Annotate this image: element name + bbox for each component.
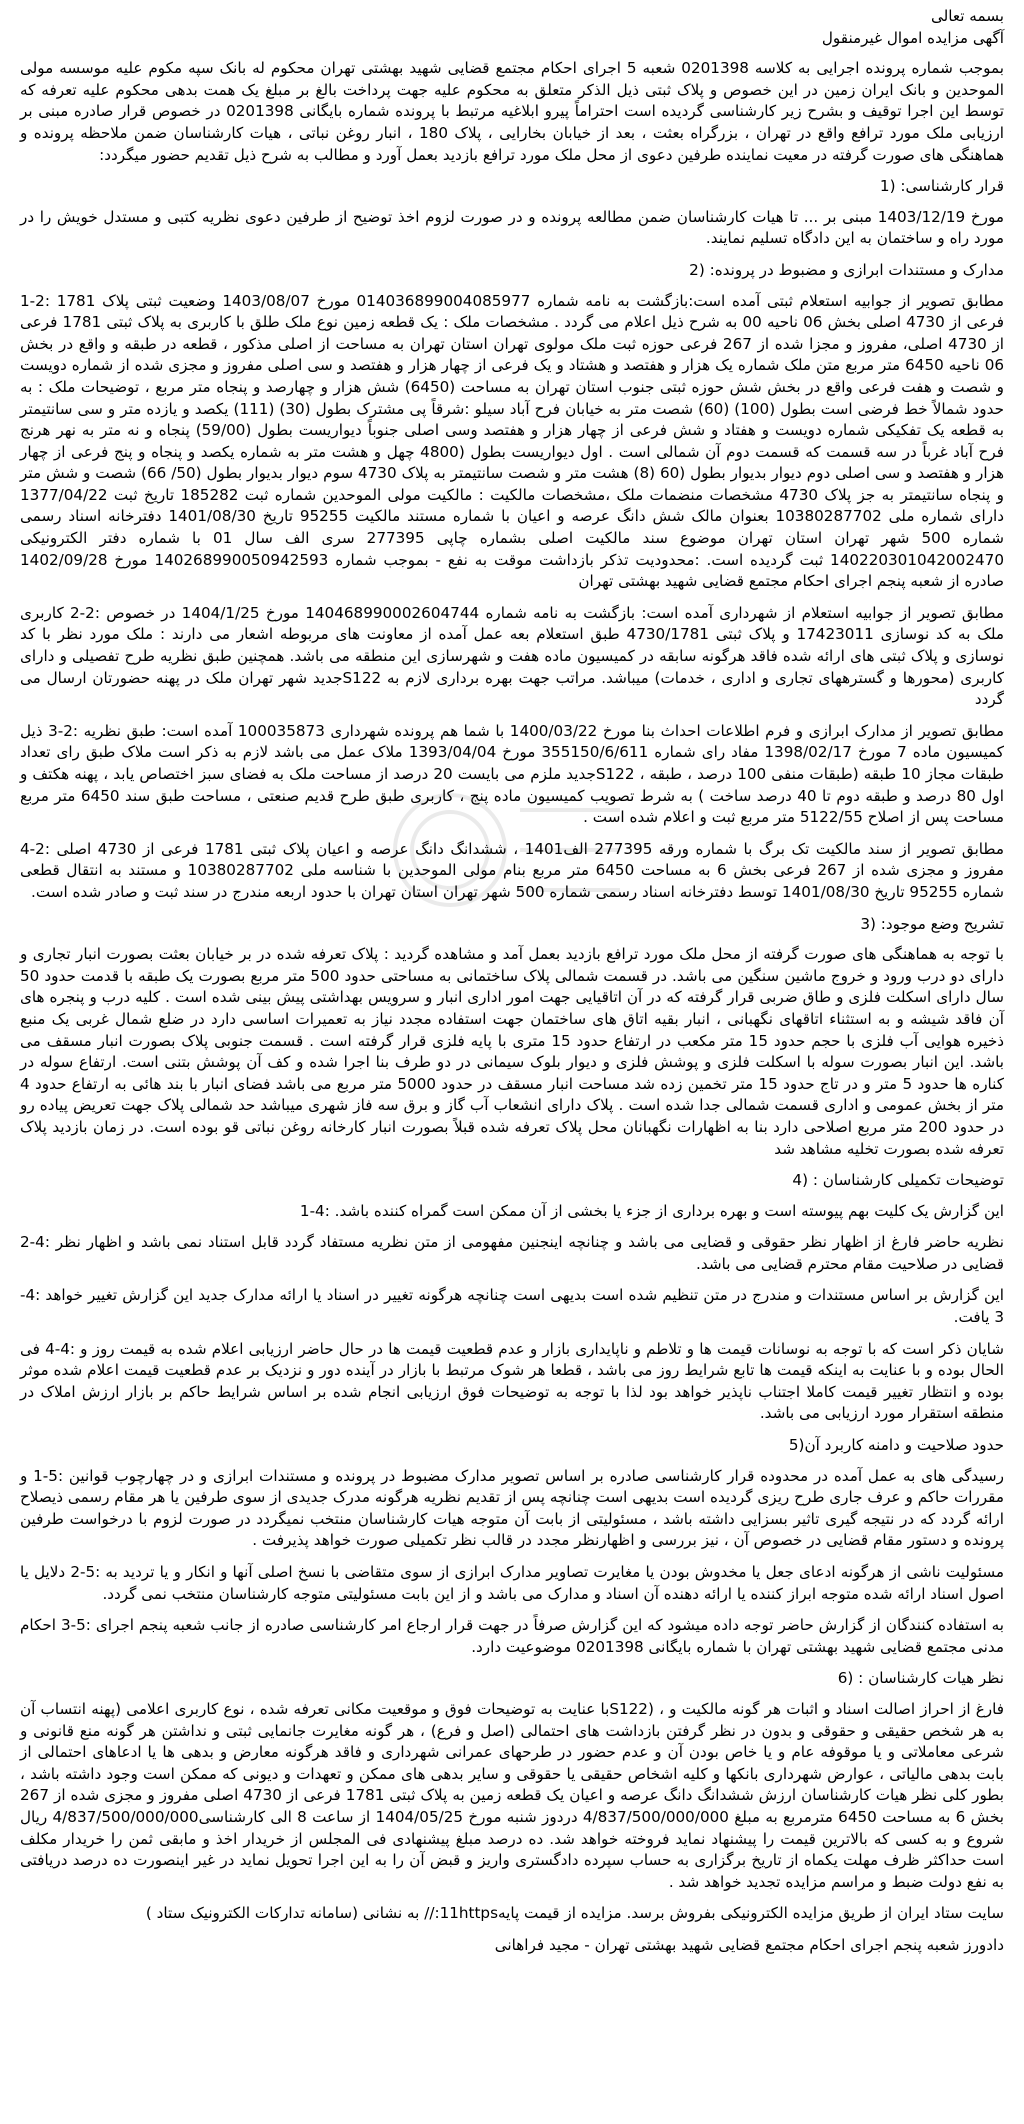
- signature-line: دادورز شعبه پنجم اجرای احکام مجتمع قضایی شهید بهشتی تهران - مجید فراهانی: [494, 1935, 1004, 1954]
- section-6-auction-site-line: سایت ستاد ایران از طریق مزایده الکترونیکی بفروش برسد. مزایده از قیمت پایه11https:// به نشانی (سامانه تدارکات الکترونیک ستاد ): [145, 1904, 1004, 1923]
- section-5-1-paragraph: رسیدگی های به عمل آمده در محدوده قرار کارشناسی صادره بر اساس تصویر مدارک مضبوط در پرونده و مستندات ابرازی و در چهارچوب قوانین :5-1 و مقررات حاکم و عرف جاری طرح ریزی گردیده است بدیهی است چنانچه پس از تقدیم نظریه هرگونه مدرک جدیدی از سوی طرفین یا هر مقام رسمی ذیصلاح ارائه گردد که در نتیجه گیری تاثیر بسزایی داشته باشد ، مسئولیتی از بابت آن متوجه هیات کارشناسان منتخب نمیگردد در صورت لزوم با درخواست طرفین پرونده و دستور مقام قضایی در خصوص آن ، نیز بررسی و اظهارنظر مجدد در قالب نظر تکمیلی صورت خواهد پذیرفت .: [20, 1466, 1004, 1550]
- section-2-3-paragraph: مطابق تصویر از مدارک ابرازی و فرم اطلاعات احداث بنا مورخ 1400/03/22 با شما هم پرونده شهرداری 100035873 آمده است: طبق نظریه :2-3 ذیل کمیسیون ماده 7 مورخ 1398/02/17 مفاد رای شماره 355150/6/611 مورخ 1393/04/04 ملاک عمل می باشد لازم به ذکر است ملاک طبق رای تعداد طبقات مجاز 10 طبقه (طبقات منفی 100 درصد ، طبقه ، S122جدید ملزم می بایست 20 درصد از مساحت ملک به فضای سبز اختصاص یابد ، پهنه هکتف و اول 80 درصد و طبقه دوم تا 40 درصد ساخت ) به شرط تصویب کمیسیون ماده پنج ، کاربری طبق طرح قدیم صنعتی ، مساحت طبق سند 6450 متر مربع مساحت پس از اصلاح 5122/55 متر مربع ثبت و اعلام شده است .: [20, 721, 1004, 827]
- section-4-1-paragraph: این گزارش یک کلیت بهم پیوسته است و بهره برداری از جزء یا بخشی از آن ممکن است گمراه کننده باشد. :4-1: [299, 1201, 1004, 1220]
- section-3-body: با توجه به هماهنگی های صورت گرفته از محل ملک مورد ترافع بازدید بعمل آمد و مشاهده گردید : پلاک تعرفه شده در بر خیابان بعثت بصورت انبار تجاری و دارای دو درب ورود و خروج ماشین سنگین می باشد. در قسمت شمالی پلاک ساختمانی به مساحتی حدود 500 متر مربع بصورت یک طبقه با قدمت حدود 50 سال دارای اسکلت فلزی و طاق ضربی قرار گرفته که در آن اتاقیایی جهت امور اداری انبار و سرویس بهداشتی پیش بینی شده است . کلیه درب و پنجره های آن فاقد شیشه و به استثناء اتاقهای نگهبانی ، انبار بقیه اتاق های ساختمان جهت استفاده مجدد نیاز به تعمیرات اساسی دارد در ضلع شمال غربی یک منبع ذخیره هوایی آب فلزی با حجم حدود 15 متر مکعب در ارتفاع حدود 15 متری با پایه فلزی قرار گرفته است . قسمت جنوبی پلاک بصورت انبار مسقف می باشد. این انبار بصورت سوله با اسکلت فلزی و پوشش فلزی و دیوار بلوک سیمانی در دو طرف بنا اجرا شده و کف آن پوشش بتنی است. ارتفاع سوله در کناره ها حدود 5 متر و در تاج حدود 15 متر تخمین زده شد مساحت انبار مسقف در حدود 5000 متر مربع می باشد فضای انبار با بند هائی به ارتفاع حدود 4 متر از بخش عمومی و اداری قسمت شمالی جدا شده است . پلاک دارای انشعاب آب گاز و برق سه فاز شهری میباشد حد شمالی پلاک جهت تعریض پیاده رو در حدود 200 متر مربع اصلاحی دارد بنا به اظهارات نگهبانان محل پلاک تعرفه شده قبلاً بصورت انبار کارخانه روغن نباتی قو بوده است. در زمان بازدید پلاک تعرفه شده بصورت تخلیه مشاهد شد: [20, 945, 1005, 1158]
- section-4-3-paragraph: این گزارش بر اساس مستندات و مندرج در متن تنظیم شده است بدیهی است چنانچه هرگونه تغییر در اسناد یا ارائه مدارک جدید این گزارش تغییر خواهد :4-3 یافت.: [20, 1286, 1004, 1327]
- section-6-heading: نظر هیات کارشناسان : (6: [837, 1669, 1004, 1688]
- bismillah-heading: بسمه تعالی: [931, 7, 1004, 25]
- section-2-4-paragraph: مطابق تصویر از سند مالکیت تک برگ با شماره ورقه 277395 الف1401 ، ششدانگ دانگ عرصه و اعیان پلاک ثبتی 1781 فرعی از 4730 اصلی :2-4 مفروز و مجزی شده از 267 فرعی بخش 6 به مساحت 6450 متر مربع بنام مولی الموحدین با شناسه ملی 10380287702 و مستند به انتقال قطعی شماره 95255 تاریخ 1401/08/30 توسط دفترخانه اسناد رسمی شماره 500 شهر تهران استان تهران با حدود اربعه مندرج در سند ثبت و صادر شده است.: [20, 839, 1005, 901]
- section-1-body: مورخ 1403/12/19 مبنی بر ... تا هیات کارشناسان ضمن مطالعه پرونده و در صورت لزوم اخذ توضیح از طرفین دعوی نظریه کتبی و مستدل خویش را در مورد راه و ساختمان به این دادگاه تسلیم نمایند.: [20, 207, 1004, 248]
- intro-paragraph: بموجب شماره پرونده اجرایی به کلاسه 0201398 شعبه 5 اجرای احکام مجتمع قضایی شهید بهشتی تهران محکوم له بانک سپه مکوم علیه موسسه مولی الموحدین و بانک ایران زمین در این خصوص و پلاک ثبتی ذیل الذکر متعلق به محکوم علیه جهت پرداخت بالغ بر مبلغ یک همت بدهی محکوم علیه تعرفه که توسط این اجرا توقیف و بشرح زیر کارشناسی گردیده است احتراماً پیرو ابلاغیه مرتبط با پرونده شماره بایگانی 0201398 در خصوص قرار صادره مبنی بر ارزیابی ملک مورد ترافع واقع در تهران ، بزرگراه بعثت ، بعد از خیابان بخارایی ، پلاک 180 ، انبار روغن نباتی ، هیات کارشناسان ضمن ملاحظه پرونده و هماهنگی های صورت گرفته در معیت نماینده طرفین دعوی از محل ملک مورد ترافع بازدید بعمل آورد و مطالب به شرح ذیل تقدیم حضور میگردد:: [20, 59, 1005, 164]
- section-4-4-paragraph: شایان ذکر است که با توجه به نوسانات قیمت ها و تلاطم و ناپایداری بازار و عدم قطعیت قیمت ها در حال حاضر ارزیابی اعلام شده به قیمت روز و :4-4 فی الحال بوده و با عنایت به اینکه قیمت ها تابع شرایط روز می باشد ، قطعا هر شوک مرتبط با بازار در آینده دور و نزدیک بر عدم قطعیت قیمت اعلام شده موثر بوده و انتظار تغییر قیمت کاملا اجتناب ناپذیر خواهد بود لذا با توجه به توضیحات فوق ارزیابی انجام شده بر اساس شرایط حاکم بر بازار ارزش املاک در منطقه استقرار مورد ارزیابی می باشد.: [20, 1339, 1005, 1423]
- section-4-heading: توضیحات تکمیلی کارشناسان : (4: [792, 1171, 1004, 1190]
- section-2-2-paragraph: مطابق تصویر از جوابیه استعلام از شهرداری آمده است: بازگشت به نامه شماره 140468990002604744 مورخ 1404/1/25 در خصوص :2-2 کاربری ملک به کد نوسازی 17423011 و پلاک ثبتی 4730/1781 طبق استعلام بعه عمل آمده از معاونت های مربوطه اشعار می دارند : ملک مورد نظر با کد نوسازی و پلاک ثبتی های ارائه شده فاقد هرگونه سابقه در کمیسیون ماده هفت و شهرسازی این منطقه می باشد. همچنین طبق نظریه طرح تفصیلی و دارای کاربری (محورها و گسترههای تجاری و اداری ، خدمات) میباشد. مراتب جهت بهره برداری لازم به S122جدید شهر تهران ملک در پهنه حضورتان ارسال می گردد: [20, 603, 1005, 709]
- section-3-heading: تشریح وضع موجود: (3: [860, 914, 1004, 933]
- section-1-heading: قرار کارشناسی: (1: [879, 177, 1004, 196]
- section-2-heading: مدارک و مستندات ابرازی و مضبوط در پرونده: (2: [689, 260, 1004, 279]
- section-5-3-paragraph: به استفاده کنندگان از گزارش حاضر توجه داده میشود که این گزارش صرفاً در جهت قرار ارجاع امر کارشناسی صادره از جانب شعبه پنجم اجرای :5-3 احکام مدنی مجتمع قضایی شهید بهشتی تهران با شماره بایگانی 0201398 موضوعیت دارد.: [20, 1616, 1004, 1656]
- section-5-2-paragraph: مسئولیت ناشی از هرگونه ادعای جعل یا مخدوش بودن یا مغایرت تصاویر مدارک ابرازی از سوی متقاضی با نسخ اصلی آنها و انکار و یا تردید به :5-2 دلایل یا اصول اسناد ارائه شده متوجه ابراز کننده یا ارائه دهنده آن اسناد و مدارک می باشد و از این بابت مسئولیتی متوجه کارشناسان منتخب نمی گردد.: [20, 1563, 1004, 1603]
- section-6-body: فارغ از احراز اصالت اسناد و اثبات هر گونه مالکیت و ، (S122با عنایت به توضیحات فوق و موقعیت مکانی تعرفه شده ، نوع کاربری اعلامی (پهنه انتساب آن به هر شخص حقیقی و حقوقی و بدون در نظر گرفتن بازداشت های احتمالی (اصل و فرع) ، هر گونه مغایرت جانمایی ثبتی و نداشتن هر گونه منع قانونی و شرعی معاملاتی و یا موقوفه عام و یا خاص بودن آن و عدم حضور در طرحهای عمرانی شهرداری و فاقد هرگونه معارض و بدهی ها یا ادعاهای احتمالی از بابت بدهی مالیاتی ، عوارض شهرداری بانکها و کلیه اشخاص حقیقی یا حقوقی و سایر بدهی های ممکن و تعهدات و دیونی که ممکن است وجود داشته باشد ، بطور کلی نظر هیات کارشناسان ارزش ششدانگ دانگ عرصه و اعیان یک قطعه زمین به پلاک ثبتی 1781 فرعی از 4730 اصلی مفروز و مجزی شده از 267 بخش 6 به مساحت 6450 مترمربع به مبلغ 4/837/500/000/000 دردوز شنبه مورخ 1404/05/25 از ساعت 8 الی کارشناسی4/837/500/000/000 ریال شروع و به کسی که بالاترین قیمت را پیشنهاد نماید فروخته خواهد شد. ده درصد مبلغ پیشنهادی فی المجلس از خریدار اخذ و مابقی ثمن را خریدار مکلف است حداکثر ظرف مهلت یکماه از تاریخ برگزاری به حساب سپرده دادگستری واریز و قبض آن را به این اجرا تحویل نماید در غیر اینصورت ده درصد دریافتی به نفع دولت ضبط و مراسم مزایده تجدید خواهد شد .: [20, 1699, 1004, 1891]
- section-2-1-paragraph: مطابق تصویر از جوابیه استعلام ثبتی آمده است:بازگشت به نامه شماره 14036899004085977‏0 مورخ 1403/08/07 وضعیت ثبتی پلاک 1781 :2-1 فرعی از 4730 اصلی بخش 06 ناحیه 00 به شرح ذیل اعلام می گردد . مشخصات ملک : یک قطعه زمین نوع ملک طلق با کاربری به پلاک ثبتی 1781 فرعی از 4730 اصلی، مفروز و مجزا شده از 267 فرعی حوزه ثبت ملک مولوی تهران استان تهران به مساحت از اصلی مذکور ، قطعه در طبقه و واقع در بخش 06 ناحیه 6450 متر مربع متن ملک شماره یک هزار و هفتصد و هشتاد و یک فرعی از چهار هزار و هفتصد و سی اصلی مفروز و مجزی شده از شماره دویست و شصت و هفت فرعی واقع در بخش شش حوزه ثبتی جنوب استان تهران به مساحت (6450) شش هزار و چهارصد و پنجاه متر مربع ، توضیحات ملک : به حدود شمالاً خط فرضی است بطول (100) (60) شصت متر به خیابان فرح آباد سیلو :شرقاً پی مشترک بطول (30) (111) یکصد و یازده متر و سی سانتیمتر به قطعه یک تفکیکی شماره دویست و هفتاد و شش فرعی از چهار هزار و هفتصد وسی اصلی جنوباً دیواریست بطول (59/00) پنجاه و نه متر به نهر هرنج فرح آباد غرباً در سه قسمت که قسمت دوم آن شمالی است . اول دیواریست بطول (4800 چهل و هشت متر به شماره یکصد و پنجاه و پنج فرعی از چهار هزار و هفتصد و سی اصلی دوم دیوار بدیوار بطول (60 (8) هشت متر و شصت سانتیمتر به پلاک 4730 سوم دیوار بدیوار بطول (50/ 66) شصت و شش متر و پنجاه سانتیمتر به جز پلاک 4730 مشخصات منضمات ملک ،مشخصات مالکیت : مالکیت مولی الموحدین شماره ثبت 185282 تاریخ ثبت 1377/04/22 دارای شماره ملی 10380287702 بعنوان مالک شش دانگ عرصه و اعیان با شماره مستند مالکیت 95255 تاریخ 1401/08/30 دفترخانه اسناد رسمی شماره 500 شهر تهران استان تهران موضوع سند مالکیت اصلی بشماره چاپی 277395 سری الف سال 01 با شماره دفتر الکترونیکی 140220301042002470 ثبت گردیده است. :محدودیت تذکر بازداشت موقت به نفع - بموجب شماره 140268990050942593 مورخ 1402/09/28 صادره از شعبه پنجم اجرای احکام مجتمع قضایی شهید بهشتی تهران: [20, 291, 1005, 591]
- notice-title: آگهی مزایده اموال غیرمنقول: [821, 28, 1004, 47]
- section-4-2-paragraph: نظریه حاضر فارغ از اظهار نظر حقوقی و قضایی می باشد و چنانچه اینجنین مفهومی از متن نظریه مستفاد گردد قابل استناد نمی باشد و اظهار نظر :4-2 قضایی در صلاحیت مقام محترم قضایی می باشد.: [20, 1233, 1004, 1273]
- section-5-heading: حدود صلاحیت و دامنه کاربرد آن(5: [788, 1436, 1004, 1455]
